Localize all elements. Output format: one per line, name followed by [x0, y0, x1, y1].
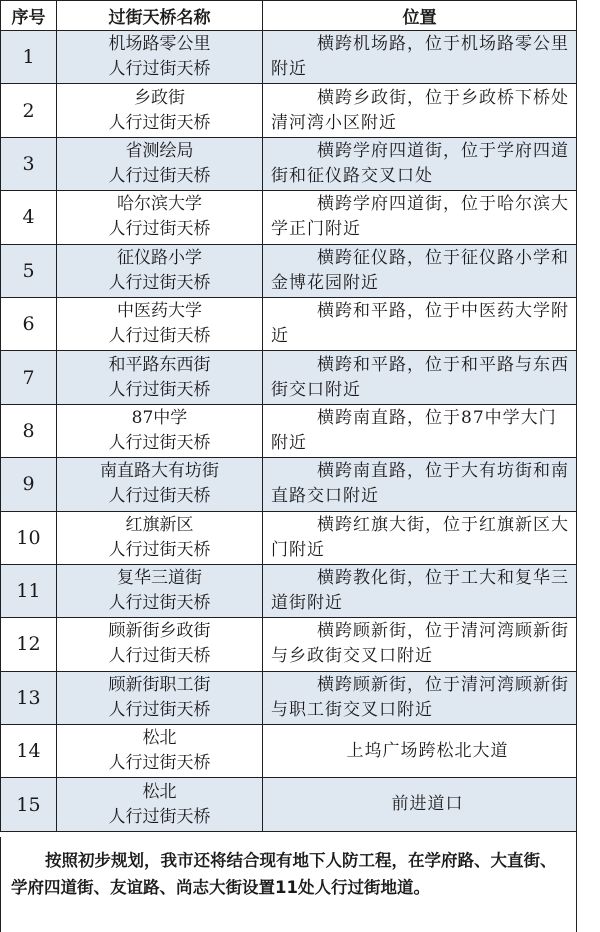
row-name-line1: 哈尔滨大学 — [117, 194, 202, 215]
row-location-text: 横跨征仪路，位于征仪路小学和金博花园附近 — [271, 247, 569, 293]
row-seq: 10 — [1, 511, 57, 564]
row-seq: 4 — [1, 191, 57, 244]
row-location-text: 横跨南直路，位于大有坊街和南直路交口附近 — [271, 461, 569, 507]
header-seq: 序号 — [1, 1, 57, 31]
row-seq: 6 — [1, 297, 57, 350]
row-location-text: 横跨学府四道街，位于哈尔滨大学正门附近 — [271, 194, 569, 240]
planning-note: 按照初步规划，我市还将结合现有地下人防工程，在学府路、大直街、学府四道街、友谊路、尚志大街设置11处人行过街地道。 — [0, 837, 576, 932]
row-name-line2: 人行过街天桥 — [108, 326, 211, 347]
row-name — [57, 778, 263, 831]
row-name — [57, 511, 263, 564]
row-name-line2: 人行过街天桥 — [108, 699, 211, 720]
row-seq: 12 — [1, 618, 57, 671]
row-name-line2: 人行过街天桥 — [108, 219, 211, 240]
row-location-text: 横跨和平路，位于中医药大学附近 — [271, 301, 569, 347]
row-location — [263, 671, 577, 724]
row-name-line1: 顾新街乡政街 — [108, 621, 211, 642]
row-name-line2: 人行过街天桥 — [108, 539, 211, 560]
row-seq: 1 — [1, 31, 57, 84]
row-location — [263, 564, 577, 617]
row-name — [57, 31, 263, 84]
row-seq: 13 — [1, 671, 57, 724]
table-row — [1, 618, 577, 671]
row-location-text: 横跨乡政街，位于乡政桥下桥处清河湾小区附近 — [271, 87, 569, 133]
row-name-line2: 人行过街天桥 — [108, 486, 211, 507]
row-location-text: 横跨教化街，位于工大和复华三道街附近 — [271, 568, 569, 614]
row-name-line1: 和平路东西街 — [108, 354, 211, 375]
row-name-line2: 人行过街天桥 — [108, 753, 211, 774]
header-row — [1, 1, 577, 31]
table-row — [1, 511, 577, 564]
row-name-line1: 松北 — [142, 781, 177, 802]
row-seq: 5 — [1, 244, 57, 297]
row-location — [263, 404, 577, 457]
table-row — [1, 191, 577, 244]
row-seq: 15 — [1, 778, 57, 831]
row-location — [263, 31, 577, 84]
row-location — [263, 511, 577, 564]
row-location — [263, 84, 577, 137]
header-name: 过街天桥名称 — [57, 1, 263, 31]
row-name — [57, 458, 263, 511]
row-name-line1: 红旗新区 — [125, 514, 194, 535]
table-header — [1, 1, 577, 31]
row-name-line1: 机场路零公里 — [108, 34, 211, 55]
row-location-text: 横跨学府四道街，位于学府四道街和征仪路交叉口处 — [271, 140, 569, 186]
row-location — [263, 297, 577, 350]
row-location-text: 横跨南直路，位于87中学大门附近 — [271, 407, 557, 453]
row-name — [57, 564, 263, 617]
row-name-line2: 人行过街天桥 — [108, 379, 211, 400]
row-location: 上坞广场跨松北大道 — [263, 725, 577, 778]
row-name — [57, 671, 263, 724]
row-location-text: 横跨和平路，位于和平路与东西街交口附近 — [271, 354, 569, 400]
table-row — [1, 725, 577, 778]
table-row — [1, 137, 577, 190]
table-row — [1, 84, 577, 137]
row-location — [263, 137, 577, 190]
row-name — [57, 725, 263, 778]
table-row — [1, 671, 577, 724]
row-name-line2: 人行过街天桥 — [108, 165, 211, 186]
row-location-text: 横跨顾新街，位于清河湾顾新街与乡政街交叉口附近 — [271, 621, 569, 667]
row-name-line2: 人行过街天桥 — [108, 593, 211, 614]
row-location — [263, 244, 577, 297]
table-row — [1, 31, 577, 84]
table-row — [1, 778, 577, 831]
table-row — [1, 244, 577, 297]
row-seq: 7 — [1, 351, 57, 404]
row-name-line2: 人行过街天桥 — [108, 646, 211, 667]
row-location — [263, 191, 577, 244]
row-name-line1: 87中学 — [131, 407, 188, 428]
row-name-line1: 南直路大有坊街 — [100, 461, 219, 482]
row-name — [57, 84, 263, 137]
row-name-line2: 人行过街天桥 — [108, 806, 211, 827]
table-row — [1, 404, 577, 457]
row-name — [57, 244, 263, 297]
row-seq: 3 — [1, 137, 57, 190]
row-name-line1: 乡政街 — [134, 87, 185, 108]
table-row — [1, 297, 577, 350]
row-name — [57, 297, 263, 350]
row-name — [57, 191, 263, 244]
row-location — [263, 458, 577, 511]
row-location — [263, 351, 577, 404]
table-row — [1, 351, 577, 404]
row-name-line2: 人行过街天桥 — [108, 272, 211, 293]
header-location: 位置 — [263, 1, 577, 31]
row-name — [57, 618, 263, 671]
row-seq: 14 — [1, 725, 57, 778]
row-name-line1: 中医药大学 — [117, 301, 202, 322]
row-name-line1: 省测绘局 — [125, 140, 194, 161]
row-name — [57, 137, 263, 190]
row-name-line1: 征仪路小学 — [117, 247, 202, 268]
row-name-line2: 人行过街天桥 — [108, 59, 211, 80]
row-name-line2: 人行过街天桥 — [108, 432, 211, 453]
row-location-text: 横跨机场路，位于机场路零公里附近 — [271, 34, 569, 80]
row-location — [263, 618, 577, 671]
row-location-text: 横跨顾新街，位于清河湾顾新街与职工街交叉口附近 — [271, 674, 569, 720]
row-seq: 8 — [1, 404, 57, 457]
row-location: 前进道口 — [263, 778, 577, 831]
row-name-line1: 复华三道街 — [117, 568, 202, 589]
table-row — [1, 564, 577, 617]
row-seq: 11 — [1, 564, 57, 617]
row-name-line2: 人行过街天桥 — [108, 112, 211, 133]
row-seq: 2 — [1, 84, 57, 137]
row-location-text: 横跨红旗大街，位于红旗新区大门附近 — [271, 514, 569, 560]
row-name — [57, 404, 263, 457]
table-body — [1, 31, 577, 832]
table-row — [1, 458, 577, 511]
row-name — [57, 351, 263, 404]
row-name-line1: 顾新街职工街 — [108, 674, 211, 695]
row-name-line1: 松北 — [142, 728, 177, 749]
row-seq: 9 — [1, 458, 57, 511]
